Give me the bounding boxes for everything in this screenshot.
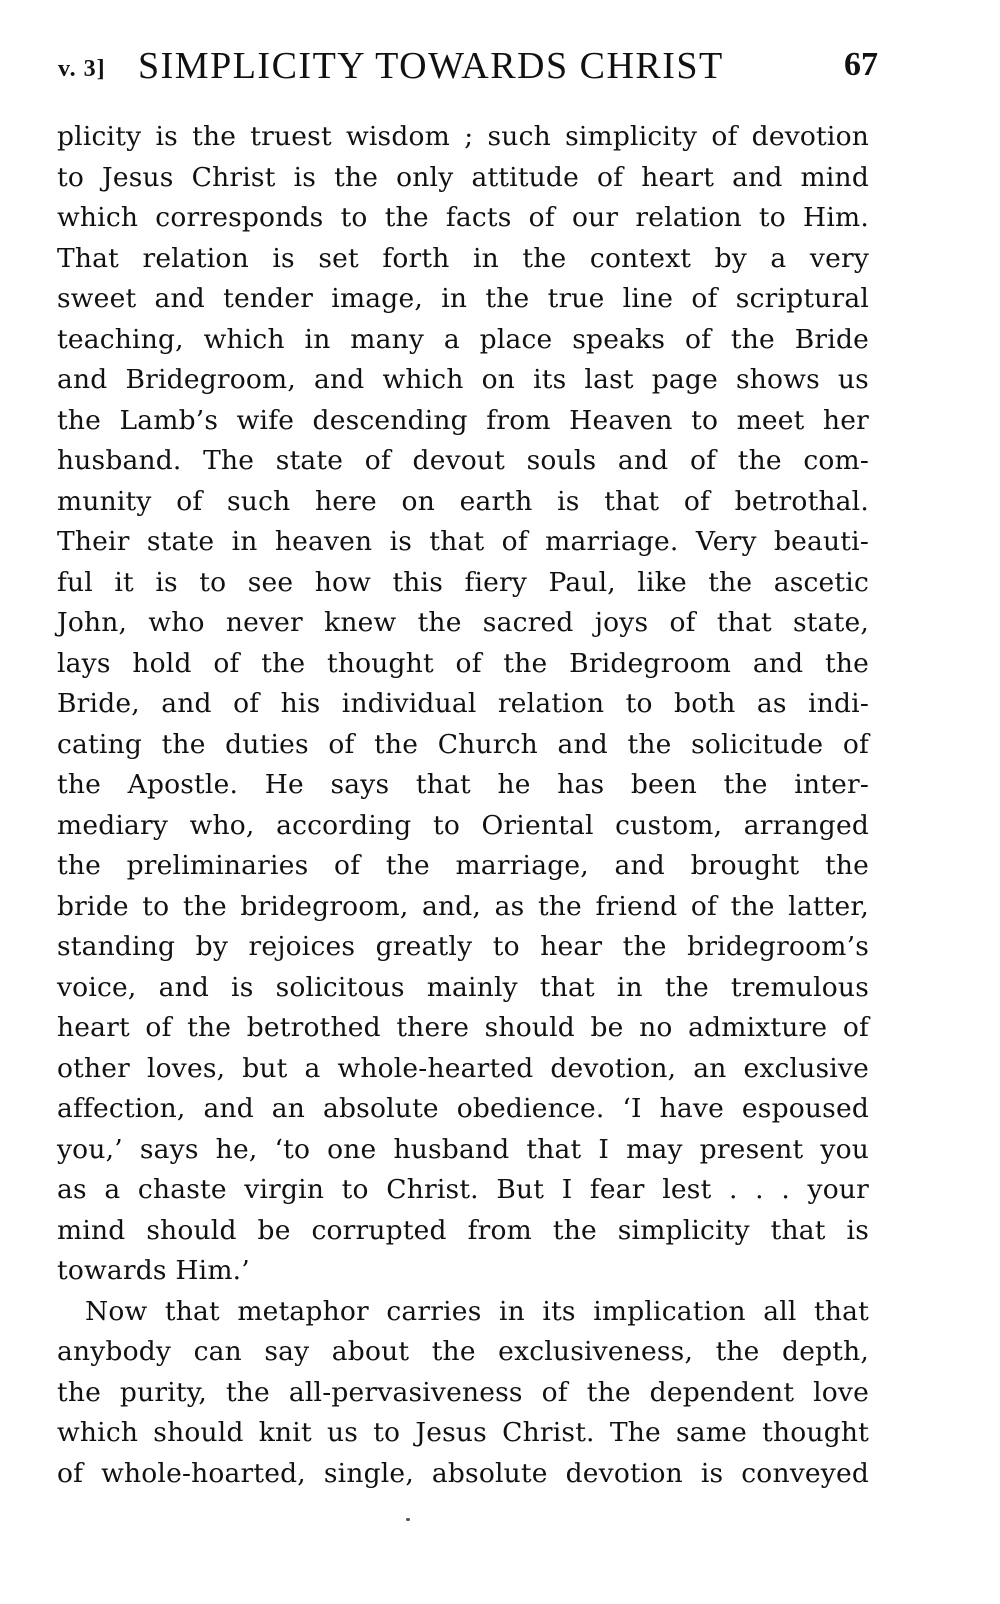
- text-line: Now that metaphor carries in its implication all that: [85, 1295, 869, 1327]
- text-line: affection, and an absolute obedience. ‘I have espoused: [57, 1093, 869, 1124]
- chapter-verse-reference: v. 3]: [58, 56, 106, 82]
- text-line: the Lamb’s wife descending from Heaven to meet her: [57, 404, 869, 436]
- text-line: plicity is the truest wisdom ; such simplicity of devotion: [57, 121, 869, 152]
- text-line: Their state in heaven is that of marriage. Very beauti-: [57, 526, 869, 557]
- running-head: [58, 44, 878, 94]
- text-line: That relation is set forth in the context by a very: [57, 242, 869, 274]
- text-line: the preliminaries of the marriage, and brought the: [57, 850, 869, 881]
- text-line: which should knit us to Jesus Christ. The same thought: [57, 1417, 869, 1448]
- text-line: lays hold of the thought of the Bridegroom and the: [57, 647, 869, 679]
- text-line: mind should be corrupted from the simplicity that is: [57, 1214, 869, 1246]
- text-line: John, who never knew the sacred joys of that state,: [57, 607, 869, 638]
- text-line: Bride, and of his individual relation to both as indi-: [57, 688, 869, 719]
- text-line: cating the duties of the Church and the solicitude of: [57, 728, 869, 760]
- paragraph-2: [57, 1292, 869, 1495]
- text-line: bride to the bridegroom, and, as the friend of the latter,: [57, 890, 869, 922]
- text-line: munity of such here on earth is that of betrothal.: [57, 485, 869, 517]
- text-line: husband. The state of devout souls and of the com-: [57, 445, 869, 476]
- text-line: the purity, the all-pervasiveness of the dependent love: [57, 1376, 869, 1408]
- text-line: voice, and is solicitous mainly that in the tremulous: [57, 971, 869, 1003]
- text-line: the Apostle. He says that he has been the inter-: [57, 769, 869, 800]
- text-line: sweet and tender image, in the true line of scriptural: [57, 283, 869, 314]
- text-line: you,’ says he, ‘to one husband that I may present you: [57, 1133, 869, 1165]
- text-line: as a chaste virgin to Christ. But I fear lest . . . your: [57, 1174, 869, 1205]
- text-line: standing by rejoices greatly to hear the bridegroom’s: [57, 931, 869, 962]
- paragraph-1: [57, 117, 869, 1292]
- print-speck: [406, 1518, 410, 1521]
- text-line: and Bridegroom, and which on its last page shows us: [57, 364, 869, 395]
- text-line: towards Him.’: [57, 1255, 250, 1286]
- text-line: which corresponds to the facts of our relation to Him.: [57, 202, 869, 233]
- text-line: other loves, but a whole-hearted devotion, an exclusive: [57, 1052, 869, 1084]
- body-text: [57, 117, 869, 1494]
- page-number: 67: [844, 46, 878, 83]
- running-title: SIMPLICITY TOWARDS CHRIST: [138, 45, 724, 87]
- text-line: of whole-hoarted, single, absolute devotion is conveyed: [57, 1457, 869, 1489]
- text-line: teaching, which in many a place speaks of the Bride: [57, 323, 869, 355]
- text-line: heart of the betrothed there should be no admixture of: [57, 1012, 869, 1043]
- text-line: anybody can say about the exclusiveness, the depth,: [57, 1336, 869, 1367]
- text-line: to Jesus Christ is the only attitude of heart and mind: [57, 161, 869, 193]
- text-line: ful it is to see how this fiery Paul, like the ascetic: [57, 566, 869, 598]
- text-line: mediary who, according to Oriental custom, arranged: [57, 809, 869, 841]
